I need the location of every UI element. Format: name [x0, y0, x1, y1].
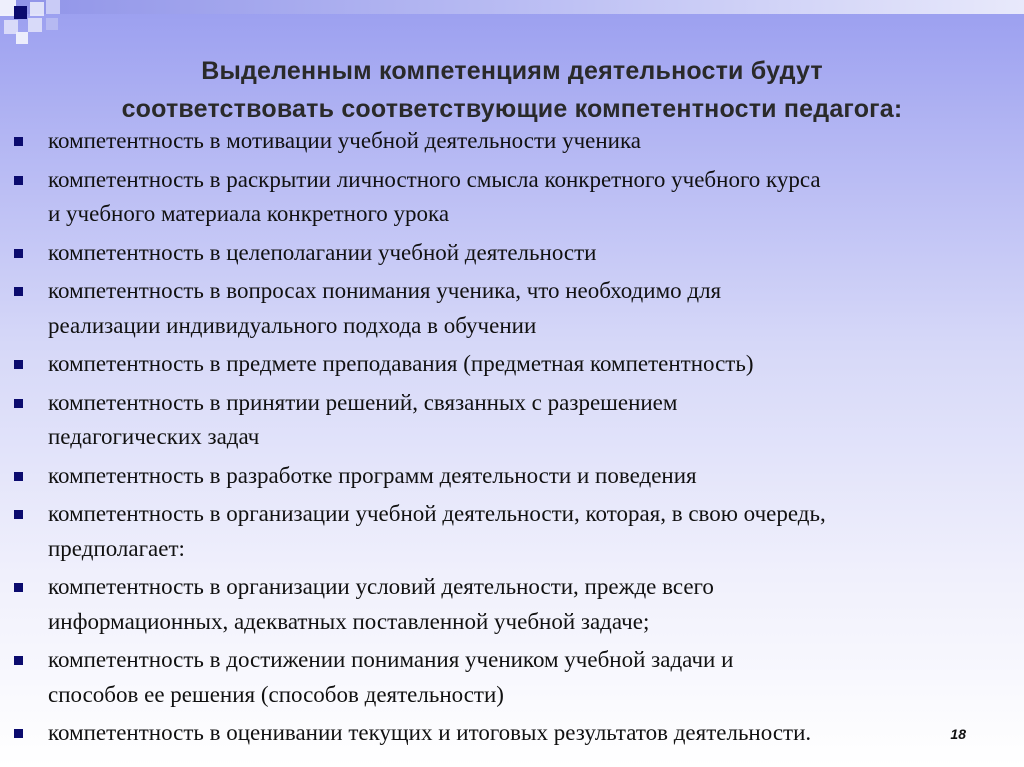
list-item: [14, 274, 1014, 343]
list-item: [14, 347, 1014, 382]
list-item: [14, 643, 1014, 712]
title-line-1: Выделенным компетенциям деятельности будут: [201, 57, 823, 85]
list-item: [14, 570, 1014, 639]
list-item: [14, 716, 1014, 751]
square-bullet-icon: [14, 510, 23, 519]
competence-list: [14, 124, 1014, 755]
list-item-line: компетентность в достижении понимания учеником учебной задачи и: [48, 647, 734, 672]
list-item-line: способов ее решения (способов деятельности): [48, 681, 504, 707]
list-item-line: педагогических задач: [48, 424, 260, 449]
list-item: [14, 163, 1014, 232]
list-item-line: компетентность в разработке программ деятельности и поведения: [48, 462, 697, 488]
list-item: [14, 386, 1014, 455]
square-bullet-icon: [14, 656, 23, 665]
square-bullet-icon: [14, 472, 23, 481]
list-item-line: предполагает:: [48, 535, 185, 561]
list-item-line: компетентность в целеполагании учебной деятельности: [48, 239, 597, 265]
list-item-line: компетентность в вопросах понимания ученика, что необходимо для: [48, 278, 722, 303]
list-item-line: и учебного материала конкретного урока: [48, 201, 450, 226]
square-bullet-icon: [14, 729, 23, 738]
list-item-line: компетентность в раскрытии личностного смысла конкретного учебного курса: [48, 166, 821, 192]
square-bullet-icon: [14, 287, 23, 296]
square-bullet-icon: [14, 176, 23, 185]
top-decor-bar: [0, 0, 1024, 14]
list-item-line: компетентность в организации условий деятельности, прежде всего: [48, 574, 714, 599]
square-bullet-icon: [14, 137, 23, 146]
square-bullet-icon: [14, 583, 23, 592]
slide-title: [0, 52, 1024, 128]
list-item-line: компетентность в принятии решений, связанных с разрешением: [48, 389, 678, 415]
list-item: [14, 124, 1014, 159]
list-item-line: компетентность в мотивации учебной деятельности ученика: [48, 128, 641, 153]
corner-squares-decor: [0, 0, 80, 48]
page-number: 18: [950, 726, 966, 742]
square-bullet-icon: [14, 249, 23, 258]
title-line-2: соответствовать соответствующие компетентности педагога:: [121, 95, 903, 123]
square-bullet-icon: [14, 360, 23, 369]
list-item-line: компетентность в организации учебной деятельности, которая, в свою очередь,: [48, 501, 826, 526]
list-item: [14, 497, 1014, 566]
list-item-line: реализации индивидуального подхода в обучении: [48, 312, 537, 338]
list-item-line: компетентность в оценивании текущих и итоговых результатов деятельности.: [48, 720, 812, 745]
list-item-line: компетентность в предмете преподавания (предметная компетентность): [48, 351, 754, 376]
list-item: [14, 236, 1014, 271]
square-bullet-icon: [14, 399, 23, 408]
list-item: [14, 459, 1014, 494]
list-item-line: информационных, адекватных поставленной учебной задаче;: [48, 608, 650, 634]
